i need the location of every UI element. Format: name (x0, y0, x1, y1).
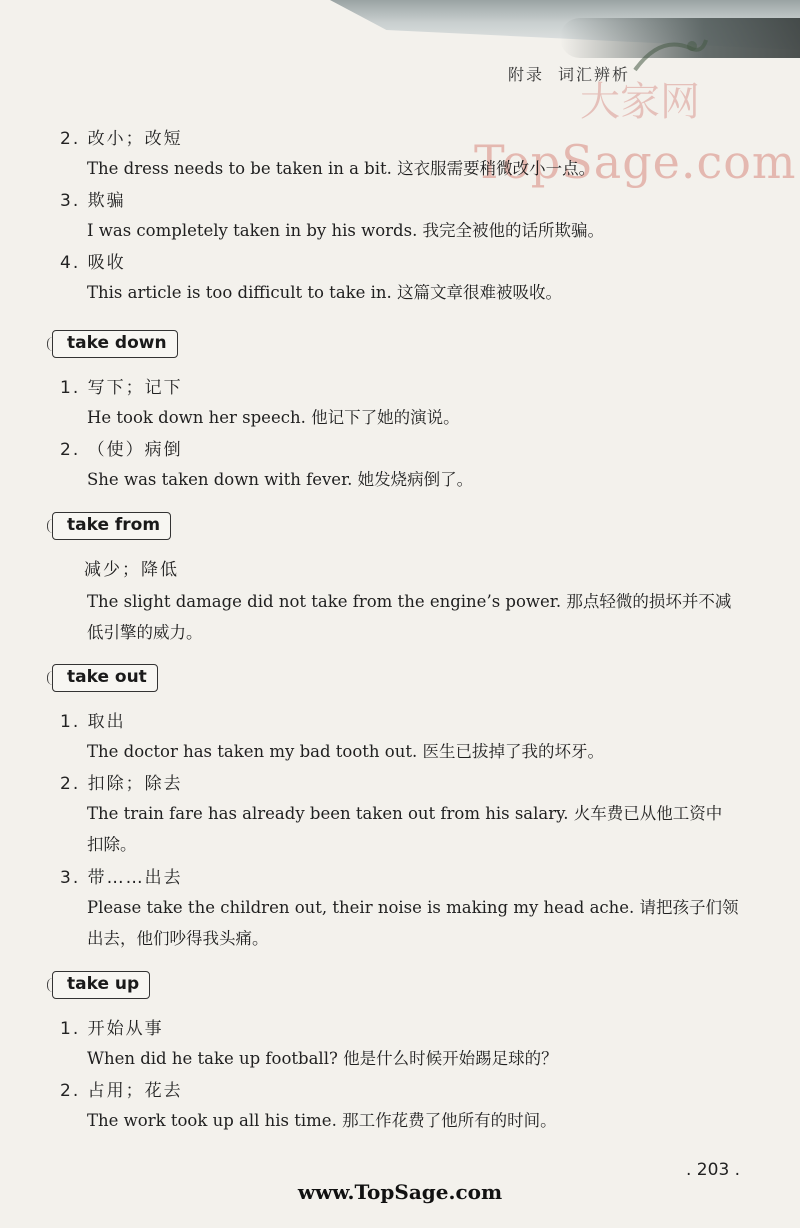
phrase-tag: take down (52, 330, 178, 358)
example-sentence: I was completely taken in by his words. 我完全被他的话所欺骗。 (87, 221, 605, 240)
sense-heading: 2. 扣除；除去 (60, 774, 183, 794)
sense-heading: 3. 带……出去 (60, 868, 183, 888)
example-sentence-cont: 扣除。 (87, 835, 137, 854)
sense-heading: 4. 吸收 (60, 253, 126, 273)
example-sentence: Please take the children out, their noise is making my head ache. 请把孩子们领 (87, 898, 739, 917)
example-sentence: When did he take up football? 他是什么时候开始踢足球的？ (87, 1049, 558, 1068)
sense-heading: 2. 占用；花去 (60, 1081, 183, 1101)
watermark-chinese: 大家网 (580, 79, 700, 125)
phrase-tag: take up (52, 971, 150, 999)
header-title: 词汇辨析 (558, 65, 631, 84)
example-sentence: The train fare has already been taken out from his salary. 火车费已从他工资中 (87, 804, 723, 823)
example-sentence: He took down her speech. 他记下了她的演说。 (87, 408, 460, 427)
phrase-tag: take from (52, 512, 171, 540)
dragon-logo-icon (630, 30, 710, 80)
sense-heading: 1. 写下；记下 (60, 378, 183, 398)
phrase-tag: take out (52, 664, 158, 692)
example-sentence: The dress needs to be taken in a bit. 这衣服需要稍微改小一点。 (87, 159, 596, 178)
sense-heading: 1. 开始从事 (60, 1019, 164, 1039)
sense-heading: 1. 取出 (60, 712, 126, 732)
example-sentence-cont: 出去，他们吵得我头痛。 (87, 929, 269, 948)
footer-url[interactable]: www.TopSage.com (297, 1180, 503, 1204)
sense-heading: 3. 欺骗 (60, 191, 126, 211)
example-sentence: The work took up all his time. 那工作花费了他所有的时间。 (87, 1111, 557, 1130)
sense-heading: 2. 改小；改短 (60, 129, 183, 149)
sense-heading: 2. （使）病倒 (60, 440, 183, 460)
example-sentence: She was taken down with fever. 她发烧病倒了。 (87, 470, 474, 489)
example-sentence: The doctor has taken my bad tooth out. 医生已拔掉了我的坏牙。 (87, 742, 604, 761)
example-sentence-cont: 低引擎的威力。 (87, 623, 203, 642)
header-section: 附录 (508, 65, 545, 84)
watermark-topsage: TopSage.com (474, 135, 797, 189)
example-sentence: This article is too difficult to take in. 这篇文章很难被吸收。 (87, 283, 563, 302)
example-sentence: The slight damage did not take from the engine’s power. 那点轻微的损坏并不减 (87, 592, 732, 611)
page-number: . 203 . (686, 1160, 741, 1180)
sense-heading: 减少；降低 (84, 560, 179, 580)
